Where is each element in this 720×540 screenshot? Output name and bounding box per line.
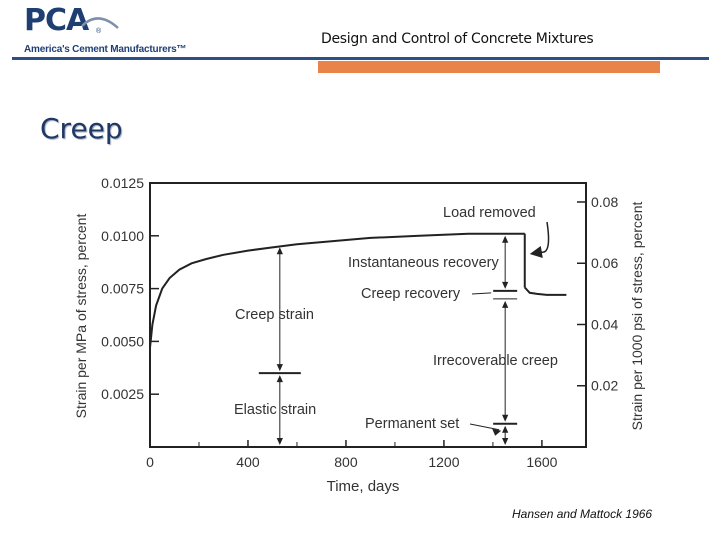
arrow-head: [502, 438, 508, 445]
x-tick-label: 0: [146, 454, 154, 470]
y-axis-left-label: Strain per MPa of stress, percent: [73, 213, 89, 419]
plot-frame: [150, 183, 586, 447]
logo-subtitle: America's Cement Manufacturers™: [24, 44, 187, 55]
arrow-head: [502, 415, 508, 422]
arrow-head: [492, 429, 501, 436]
series-loaded-line: [150, 234, 525, 348]
series-unloaded-line: [525, 288, 567, 295]
arrow-head: [530, 246, 543, 258]
y-left-tick-label: 0.0075: [101, 280, 144, 297]
annotation-permanent-set: Permanent set: [365, 416, 460, 432]
creep-recovery-leader: [472, 293, 491, 294]
y-left-tick-label: 0.0050: [101, 333, 144, 350]
header-rule-orange: [318, 61, 660, 73]
load-removed-leader: [541, 222, 549, 252]
citation: Hansen and Mattock 1966: [512, 507, 653, 521]
annotation-instantaneous-recovery: Instantaneous recovery: [348, 255, 499, 271]
pca-logo: [24, 3, 194, 56]
arrow-head: [277, 375, 283, 382]
y-left-tick-label: 0.0100: [101, 227, 144, 244]
y-right-tick-label: 0.04: [591, 316, 619, 333]
arrow-head: [502, 426, 508, 433]
creep-chart: [60, 170, 660, 500]
y-axis-right-label: Strain per 1000 psi of stress, percent: [629, 201, 645, 431]
permanent-set-leader: [470, 424, 499, 430]
x-axis-label: Time, days: [326, 478, 400, 495]
arrow-head: [502, 301, 508, 308]
header-rule-blue: [12, 57, 709, 60]
arrow-head: [277, 438, 283, 445]
arrow-head: [277, 364, 283, 371]
annotation-creep-strain: Creep strain: [235, 307, 314, 323]
arrow-head: [502, 236, 508, 243]
annotation-load-removed: Load removed: [443, 205, 536, 221]
arrow-head: [502, 282, 508, 289]
y-left-tick-label: 0.0125: [101, 175, 144, 191]
y-right-tick-label: 0.08: [591, 193, 619, 210]
y-right-tick-label: 0.06: [591, 255, 619, 272]
y-left-tick-label: 0.0025: [101, 386, 144, 403]
arrow-head: [277, 247, 283, 254]
annotation-elastic-strain: Elastic strain: [234, 402, 317, 418]
annotation-creep-recovery: Creep recovery: [361, 286, 461, 302]
y-right-tick-label: 0.02: [591, 377, 619, 394]
annotation-irrecoverable-creep: Irrecoverable creep: [433, 353, 558, 369]
x-tick-label: 1200: [428, 454, 460, 470]
slide-title: Creep: [40, 112, 123, 145]
x-tick-label: 800: [334, 454, 358, 470]
header-title: Design and Control of Concrete Mixtures: [321, 31, 594, 47]
x-tick-label: 1600: [526, 454, 558, 470]
x-tick-label: 400: [236, 454, 260, 470]
logo-registered-mark: ®: [96, 28, 102, 35]
logo-wordmark: PCA: [24, 3, 89, 38]
